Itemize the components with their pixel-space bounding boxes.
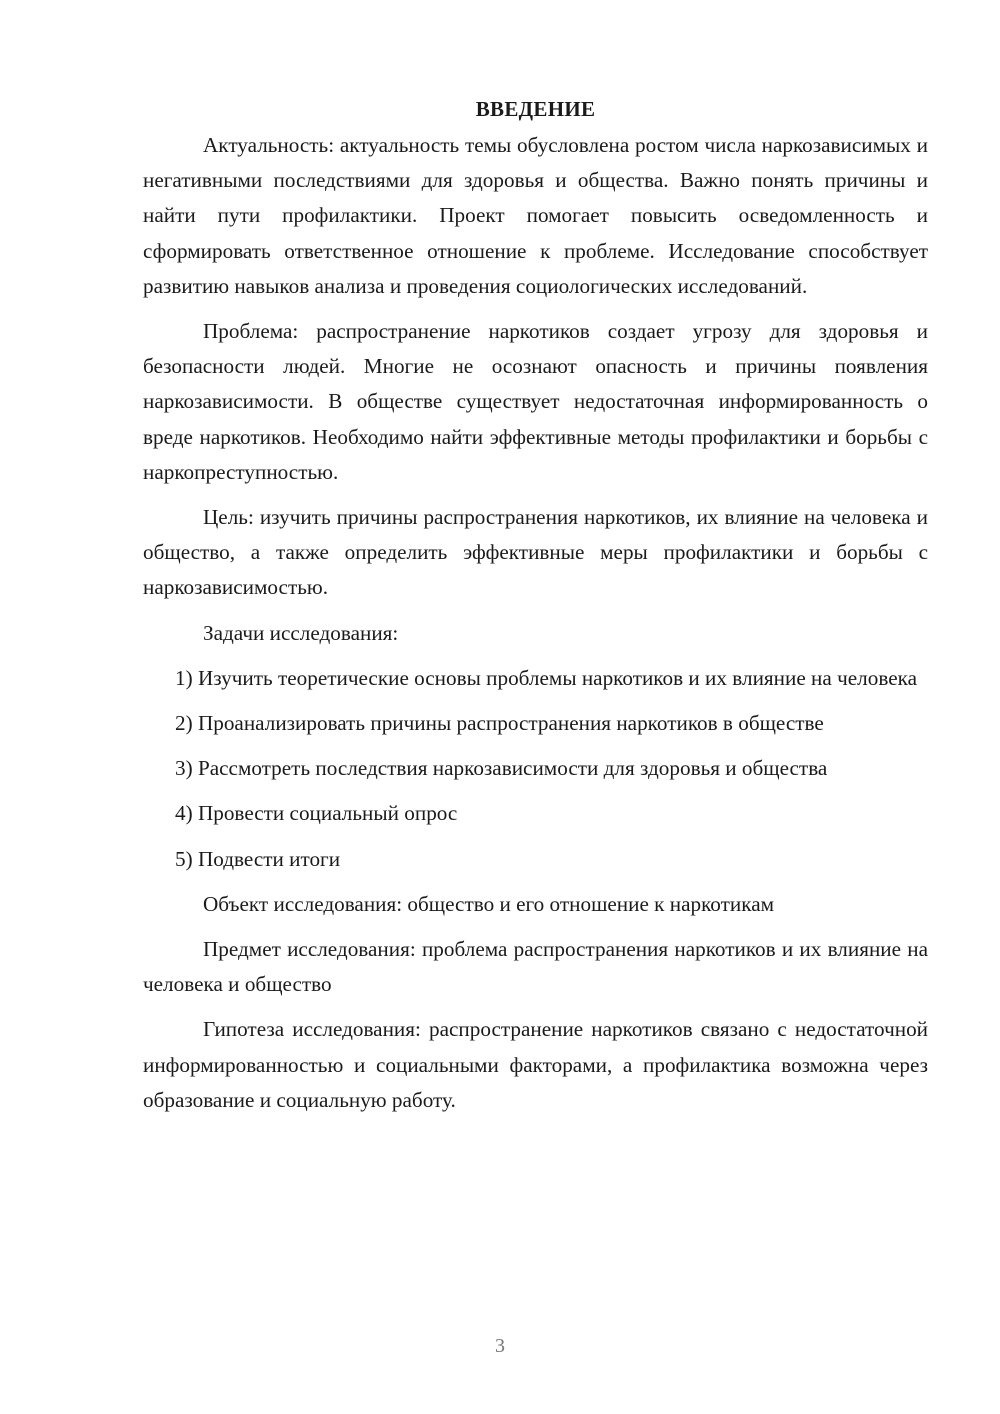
research-hypothesis-paragraph: Гипотеза исследования: распространение наркотиков связано с недостаточной информированностью и социальными факторами, а профилактика возможна через образование и социальную работу.: [143, 1017, 928, 1112]
page-number: 3: [495, 1335, 505, 1357]
relevance-paragraph: Актуальность: актуальность темы обусловлена ростом числа наркозависимых и негативными последствиями для здоровья и общества. Важно понять причины и найти пути профилактики. Проект помогает повысить осведомленность и сформировать ответственное отношение к проблеме. Исследование способствует развитию навыков анализа и проведения социологических исследований.: [143, 133, 928, 298]
problem-paragraph: Проблема: распространение наркотиков создает угрозу для здоровья и безопасности людей. Многие не осознают опасность и причины появления наркозависимости. В обществе существует недостаточная информированность о вреде наркотиков. Необходимо найти эффективные методы профилактики и борьбы с наркопреступностью.: [143, 319, 928, 484]
research-subject-paragraph: Предмет исследования: проблема распространения наркотиков и их влияние на человека и общество: [143, 937, 928, 997]
task-item-5: 5) Подвести итоги: [175, 846, 341, 871]
task-item-3: 3) Рассмотреть последствия наркозависимости для здоровья и общества: [175, 756, 828, 781]
task-item-1: 1) Изучить теоретические основы проблемы наркотиков и их влияние на человека: [175, 665, 917, 690]
tasks-heading: Задачи исследования:: [203, 620, 399, 645]
task-item-4: 4) Провести социальный опрос: [175, 801, 458, 826]
task-item-2: 2) Проанализировать причины распространения наркотиков в обществе: [175, 711, 824, 736]
goal-paragraph: Цель: изучить причины распространения наркотиков, их влияние на человека и общество, а также определить эффективные меры профилактики и борьбы с наркозависимостью.: [143, 505, 928, 600]
research-object-paragraph: Объект исследования: общество и его отношение к наркотикам: [203, 891, 775, 916]
page-title: ВВЕДЕНИЕ: [475, 97, 596, 121]
document-page: [143, 92, 928, 1128]
